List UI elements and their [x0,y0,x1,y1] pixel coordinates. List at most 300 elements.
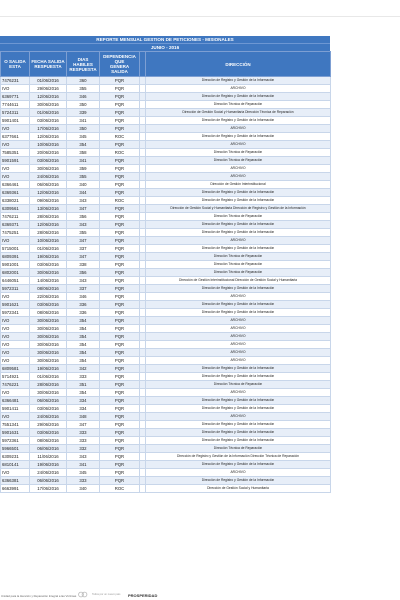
cell-dias-habiles: 354 [67,141,100,149]
table-row [1,213,331,221]
cell-direccion: Dirección de Registro y Gestión de la Información [146,93,331,101]
cell-radicado: 5724311 [1,109,30,117]
cell-dias-habiles: 334 [67,405,100,413]
cell-dias-habiles: 354 [67,357,100,365]
cell-radicado: 6802001 [1,269,30,277]
cell-direccion: ARCHIVO [146,237,331,245]
cell-direccion: Dirección de Gestión Interinstitucional [146,181,331,189]
cell-dias-habiles: 341 [67,117,100,125]
cell-direccion: Dirección de Gestión Social y Humanitaria Dirección Técnica de Reparación [146,109,331,117]
table-row [1,373,331,381]
cell-dependencia: PQR [100,237,140,245]
cell-fecha-salida: 17/06/2016 [30,125,67,133]
table-row [1,349,331,357]
table-row [1,269,331,277]
cell-dias-habiles: 354 [67,389,100,397]
cell-fecha-salida: 08/06/2016 [30,437,67,445]
cell-direccion: Dirección de Gestión Social y Humanitaria Dirección de Registro y Gestión de la Información [146,205,331,213]
cell-fecha-salida: 28/06/2016 [30,213,67,221]
table-row [1,253,331,261]
table-row [1,485,331,493]
cell-direccion: ARCHIVO [146,389,331,397]
table-row [1,477,331,485]
cell-fecha-salida: 30/06/2016 [30,101,67,109]
col-header-fecha: FECHA SALIDA RESPUESTA [30,52,67,77]
requests-table [0,51,331,493]
cell-direccion: Dirección de Registro y Gestión de la Información [146,245,331,253]
cell-dependencia: PQR [100,461,140,469]
cell-radicado: 7476231 [1,77,30,85]
cell-dependencia: PQR [100,477,140,485]
cell-radicado: 6309561 [1,205,30,213]
cell-dependencia: PQR [100,381,140,389]
cell-fecha-salida: 03/06/2016 [30,301,67,309]
cell-fecha-salida: 03/06/2016 [30,405,67,413]
cell-radicado: 5972361 [1,437,30,445]
report-sheet [0,36,330,493]
cell-fecha-salida: 30/06/2016 [30,341,67,349]
cell-dependencia: PQR [100,277,140,285]
table-row [1,413,331,421]
cell-direccion: Dirección de Registro y Gestión de la Información Dirección Técnica de Reparación [146,453,331,461]
cell-radicado: 5901591 [1,157,30,165]
table-row [1,405,331,413]
cell-dias-habiles: 355 [67,229,100,237]
cell-radicado: 6446051 [1,277,30,285]
table-row [1,357,331,365]
cell-radicado: 5714921 [1,373,30,381]
cell-direccion: Dirección de Registro y Gestión de la Información [146,117,331,125]
cell-dias-habiles: 343 [67,453,100,461]
cell-direccion: Dirección de Gestión Social y Humanitaria [146,485,331,493]
toolbar [0,0,400,17]
table-row [1,101,331,109]
cell-direccion: Dirección de Registro y Gestión de la Información [146,197,331,205]
cell-dependencia: PQR [100,101,140,109]
cell-dias-habiles: 337 [67,245,100,253]
cell-fecha-salida: 01/06/2016 [30,109,67,117]
table-row [1,245,331,253]
cell-dias-habiles: 343 [67,221,100,229]
cell-radicado: IVO [1,325,30,333]
cell-dias-habiles: 338 [67,261,100,269]
cell-dependencia: PQR [100,373,140,381]
cell-dias-habiles: 359 [67,165,100,173]
cell-radicado: 7476211 [1,213,30,221]
table-row [1,381,331,389]
table-row [1,333,331,341]
cell-dependencia: PQR [100,309,140,317]
cell-dias-habiles: 355 [67,173,100,181]
table-row [1,109,331,117]
cell-radicado: 6809581 [1,365,30,373]
table-row [1,341,331,349]
cell-dias-habiles: 354 [67,349,100,357]
cell-fecha-salida: 30/06/2016 [30,317,67,325]
cell-dependencia: ROC [100,133,140,141]
cell-radicado: 6369771 [1,93,30,101]
cell-fecha-salida: 13/06/2016 [30,205,67,213]
cell-radicado: 6663991 [1,485,30,493]
table-row [1,165,331,173]
cell-fecha-salida: 03/06/2016 [30,117,67,125]
table-row [1,85,331,93]
cell-direccion: Dirección de Registro y Gestión de la Información [146,229,331,237]
cell-direccion: ARCHIVO [146,317,331,325]
cell-dependencia: PQR [100,229,140,237]
table-row [1,141,331,149]
table-row [1,325,331,333]
table-row [1,229,331,237]
cell-dias-habiles: 354 [67,341,100,349]
cell-direccion: Dirección de Registro y Gestión de la Información [146,373,331,381]
cell-direccion: Dirección de Registro y Gestión de la Información [146,285,331,293]
cell-dias-habiles: 336 [67,301,100,309]
cell-dias-habiles: 343 [67,197,100,205]
cell-fecha-salida: 01/06/2016 [30,373,67,381]
table-row [1,197,331,205]
cell-fecha-salida: 11/06/2016 [30,453,67,461]
cell-dependencia: PQR [100,213,140,221]
cell-dias-habiles: 340 [67,181,100,189]
cell-fecha-salida: 19/06/2016 [30,461,67,469]
cell-radicado: 5972311 [1,285,30,293]
cell-dias-habiles: 356 [67,269,100,277]
cell-dependencia: PQR [100,429,140,437]
cell-fecha-salida: 06/06/2016 [30,181,67,189]
cell-radicado: 6809391 [1,253,30,261]
cell-fecha-salida: 03/06/2016 [30,429,67,437]
cell-dias-habiles: 341 [67,461,100,469]
cell-direccion: Dirección de Registro y Gestión de la Información [146,461,331,469]
cell-radicado: 6366461 [1,181,30,189]
cell-direccion: ARCHIVO [146,333,331,341]
cell-fecha-salida: 28/06/2016 [30,381,67,389]
table-header-row [1,52,331,77]
cell-fecha-salida: 08/06/2016 [30,309,67,317]
cell-direccion: ARCHIVO [146,325,331,333]
cell-radicado: 5966501 [1,445,30,453]
cell-dependencia: PQR [100,261,140,269]
cell-radicado: 6369371 [1,221,30,229]
cell-dependencia: PQR [100,469,140,477]
cell-radicado: 6810141 [1,461,30,469]
cell-dependencia: PQR [100,437,140,445]
cell-dias-habiles: 354 [67,317,100,325]
cell-fecha-salida: 03/06/2016 [30,261,67,269]
cell-radicado: IVO [1,341,30,349]
cell-direccion: ARCHIVO [146,173,331,181]
cell-fecha-salida: 30/06/2016 [30,349,67,357]
table-row [1,429,331,437]
cell-direccion: Dirección de Registro y Gestión de la Información [146,397,331,405]
cell-direccion: ARCHIVO [146,413,331,421]
cell-fecha-salida: 10/06/2016 [30,141,67,149]
cell-radicado: 5901001 [1,261,30,269]
cell-fecha-salida: 24/06/2016 [30,173,67,181]
cell-fecha-salida: 30/06/2016 [30,325,67,333]
cell-direccion: ARCHIVO [146,293,331,301]
cell-dependencia: PQR [100,173,140,181]
brand-logo: PROSPERIDAD [128,593,158,598]
table-row [1,309,331,317]
cell-direccion: ARCHIVO [146,141,331,149]
cell-dependencia: PQR [100,325,140,333]
cell-fecha-salida: 08/06/2016 [30,285,67,293]
footer-text: Unidad para la Atención y Reparación Integral a las Víctimas [1,594,77,598]
cell-dias-habiles: 355 [67,85,100,93]
cell-dependencia: PQR [100,245,140,253]
cell-dependencia: PQR [100,181,140,189]
cell-dias-habiles: 333 [67,437,100,445]
cell-fecha-salida: 12/06/2016 [30,189,67,197]
table-row [1,149,331,157]
cell-dias-habiles: 337 [67,285,100,293]
cell-dependencia: PQR [100,117,140,125]
cell-radicado: 6366381 [1,477,30,485]
cell-dias-habiles: 346 [67,293,100,301]
cell-direccion: Dirección Técnica de Reparación [146,381,331,389]
cell-direccion: Dirección Técnica de Reparación [146,101,331,109]
cell-dias-habiles: 342 [67,365,100,373]
cell-fecha-salida: 12/06/2016 [30,93,67,101]
cell-radicado: IVO [1,349,30,357]
cell-dias-habiles: 347 [67,421,100,429]
cell-dependencia: PQR [100,93,140,101]
cell-fecha-salida: 09/06/2016 [30,197,67,205]
table-row [1,117,331,125]
cell-dias-habiles: 334 [67,397,100,405]
footer [0,591,400,600]
table-row [1,181,331,189]
cell-radicado: 7551341 [1,421,30,429]
cell-direccion: Dirección Técnica de Reparación [146,213,331,221]
cell-fecha-salida: 06/06/2016 [30,477,67,485]
cell-dependencia: PQR [100,189,140,197]
cell-fecha-salida: 30/06/2016 [30,269,67,277]
cell-dependencia: PQR [100,445,140,453]
cell-fecha-salida: 20/06/2016 [30,149,67,157]
cell-radicado: 6366481 [1,397,30,405]
cell-fecha-salida: 24/06/2016 [30,413,67,421]
cell-dependencia: PQR [100,389,140,397]
table-row [1,93,331,101]
cell-direccion: Dirección de Registro y Gestión de la Información [146,77,331,85]
cell-direccion: ARCHIVO [146,341,331,349]
cell-dias-habiles: 350 [67,101,100,109]
table-row [1,453,331,461]
cell-radicado: IVO [1,413,30,421]
cell-dependencia: PQR [100,141,140,149]
cell-dependencia: PQR [100,421,140,429]
cell-direccion: Dirección Técnica de Reparación [146,253,331,261]
report-subtitle: JUNIO - 2016 [0,43,330,51]
cell-fecha-salida: 17/06/2016 [30,485,67,493]
partner-logo-icon [78,591,88,598]
cell-dias-habiles: 350 [67,125,100,133]
cell-radicado: IVO [1,317,30,325]
cell-dependencia: PQR [100,77,140,85]
cell-dependencia: PQR [100,221,140,229]
table-row [1,261,331,269]
cell-dependencia: PQR [100,293,140,301]
table-row [1,317,331,325]
table-row [1,421,331,429]
cell-fecha-salida: 28/06/2016 [30,229,67,237]
cell-direccion: Dirección de Registro y Gestión de la Información [146,405,331,413]
cell-dias-habiles: 343 [67,277,100,285]
cell-direccion: Dirección Técnica de Reparación [146,149,331,157]
cell-dias-habiles: 354 [67,325,100,333]
cell-fecha-salida: 30/06/2016 [30,357,67,365]
cell-fecha-salida: 30/06/2016 [30,389,67,397]
cell-dias-habiles: 333 [67,477,100,485]
cell-radicado: IVO [1,293,30,301]
table-row [1,365,331,373]
cell-dependencia: PQR [100,157,140,165]
cell-fecha-salida: 19/06/2016 [30,365,67,373]
cell-direccion: Dirección de Registro y Gestión de la Información [146,309,331,317]
cell-direccion: Dirección de Registro y Gestión de la Información [146,437,331,445]
cell-radicado: 7585351 [1,149,30,157]
table-row [1,221,331,229]
cell-dias-habiles: 332 [67,445,100,453]
cell-direccion: ARCHIVO [146,349,331,357]
cell-dias-habiles: 340 [67,485,100,493]
cell-direccion: ARCHIVO [146,85,331,93]
cell-fecha-salida: 12/06/2016 [30,133,67,141]
cell-radicado: IVO [1,333,30,341]
cell-radicado: 6369361 [1,189,30,197]
table-row [1,173,331,181]
cell-direccion: Dirección de Registro y Gestión de la Información [146,421,331,429]
cell-radicado: IVO [1,165,30,173]
cell-dependencia: PQR [100,125,140,133]
table-row [1,277,331,285]
cell-radicado: IVO [1,85,30,93]
cell-fecha-salida: 29/06/2016 [30,85,67,93]
cell-direccion: Dirección de Registro y Gestión de la Información [146,365,331,373]
cell-dias-habiles: 351 [67,381,100,389]
cell-fecha-salida: 29/06/2016 [30,421,67,429]
cell-fecha-salida: 22/06/2016 [30,293,67,301]
cell-dependencia: PQR [100,253,140,261]
cell-dias-habiles: 347 [67,205,100,213]
cell-dependencia: PQR [100,85,140,93]
cell-dias-habiles: 360 [67,77,100,85]
cell-dias-habiles: 356 [67,213,100,221]
cell-dependencia: PQR [100,453,140,461]
cell-dependencia: PQR [100,317,140,325]
cell-direccion: Dirección Técnica de Reparación [146,445,331,453]
table-row [1,125,331,133]
cell-dias-habiles: 345 [67,133,100,141]
cell-dependencia: PQR [100,405,140,413]
cell-dias-habiles: 341 [67,157,100,165]
partner-text: Todos por un nuevo país [92,593,121,596]
cell-dias-habiles: 333 [67,429,100,437]
cell-direccion: Dirección de Registro y Gestión de la Información [146,133,331,141]
cell-radicado: 5901411 [1,405,30,413]
cell-radicado: 5901401 [1,117,30,125]
cell-dependencia: PQR [100,413,140,421]
cell-radicado: IVO [1,389,30,397]
cell-direccion: ARCHIVO [146,125,331,133]
cell-direccion: Dirección de Registro y Gestión de la Información [146,477,331,485]
cell-direccion: Dirección de Registro y Gestión de la Información [146,221,331,229]
cell-dias-habiles: 346 [67,93,100,101]
table-row [1,285,331,293]
table-row [1,157,331,165]
cell-dias-habiles: 333 [67,373,100,381]
cell-dias-habiles: 358 [67,149,100,157]
col-header-direccion: DIRECCIÓN [146,52,331,77]
cell-fecha-salida: 10/06/2016 [30,237,67,245]
cell-fecha-salida: 30/06/2016 [30,165,67,173]
cell-fecha-salida: 01/06/2016 [30,77,67,85]
cell-radicado: IVO [1,141,30,149]
cell-fecha-salida: 24/06/2016 [30,469,67,477]
cell-dependencia: PQR [100,301,140,309]
cell-radicado: 5901631 [1,429,30,437]
cell-fecha-salida: 06/06/2016 [30,445,67,453]
cell-radicado: 7744611 [1,101,30,109]
cell-fecha-salida: 14/06/2016 [30,277,67,285]
table-row [1,293,331,301]
cell-fecha-salida: 03/06/2016 [30,157,67,165]
cell-direccion: ARCHIVO [146,469,331,477]
table-row [1,397,331,405]
col-header-dias: DIAS HABILES RESPUESTA [67,52,100,77]
cell-fecha-salida: 19/06/2016 [30,253,67,261]
cell-fecha-salida: 06/06/2016 [30,397,67,405]
table-row [1,133,331,141]
col-header-radicado: O SALIDA ESTA [1,52,30,77]
cell-radicado: 7475251 [1,229,30,237]
cell-direccion: Dirección de Registro y Gestión de la Información [146,301,331,309]
cell-dependencia: PQR [100,333,140,341]
cell-direccion: Dirección de Registro y Gestión de la Información [146,189,331,197]
cell-direccion: Dirección Técnica de Reparación [146,261,331,269]
table-row [1,437,331,445]
cell-dias-habiles: 354 [67,333,100,341]
table-row [1,237,331,245]
cell-fecha-salida: 01/06/2016 [30,245,67,253]
cell-radicado: IVO [1,237,30,245]
cell-dependencia: PQR [100,365,140,373]
cell-dias-habiles: 348 [67,413,100,421]
table-row [1,301,331,309]
col-header-dependencia: DEPENDENCIA QUE GENERA SALIDA [100,52,140,77]
cell-direccion: Dirección Técnica de Reparación [146,269,331,277]
cell-radicado: IVO [1,357,30,365]
cell-dependencia: PQR [100,165,140,173]
cell-dependencia: PQR [100,349,140,357]
cell-dependencia: PQR [100,357,140,365]
table-row [1,77,331,85]
cell-dependencia: PQR [100,285,140,293]
cell-dias-habiles: 344 [67,189,100,197]
cell-radicado: IVO [1,125,30,133]
cell-dias-habiles: 339 [67,109,100,117]
cell-fecha-salida: 30/06/2016 [30,333,67,341]
table-row [1,189,331,197]
cell-radicado: 5972341 [1,309,30,317]
cell-direccion: Dirección Técnica de Reparación [146,157,331,165]
cell-dependencia: PQR [100,205,140,213]
cell-dependencia: PQR [100,269,140,277]
cell-direccion: ARCHIVO [146,165,331,173]
